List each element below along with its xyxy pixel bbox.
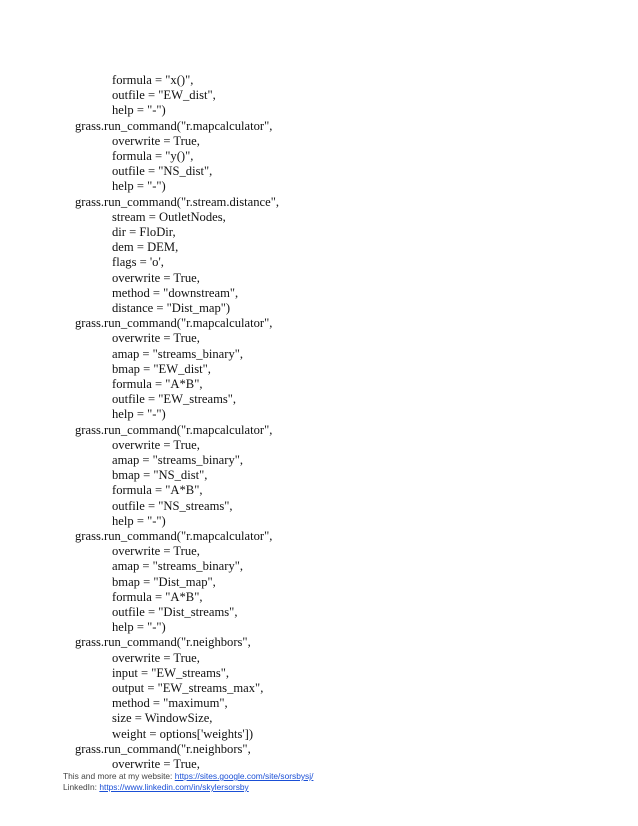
- code-line: formula = "x()",: [112, 73, 194, 87]
- code-line: grass.run_command("r.mapcalculator",: [75, 422, 273, 437]
- code-line: help = "-"): [112, 179, 166, 194]
- linkedin-prefix: LinkedIn:: [63, 782, 100, 792]
- code-line: help = "-"): [112, 407, 166, 422]
- code-line: flags = 'o',: [112, 255, 164, 270]
- linkedin-link[interactable]: https://www.linkedin.com/in/skylersorsby: [99, 782, 249, 792]
- code-line: overwrite = True,: [112, 133, 200, 148]
- code-line: size = WindowSize,: [112, 711, 213, 726]
- code-line: overwrite = True,: [112, 650, 200, 665]
- code-line: bmap = "Dist_map",: [112, 574, 216, 589]
- code-line: formula = "A*B",: [112, 377, 203, 391]
- website-line: [63, 771, 313, 782]
- code-line: overwrite = True,: [112, 331, 200, 346]
- code-line: overwrite = True,: [112, 544, 200, 559]
- code-line: grass.run_command("r.stream.distance",: [75, 194, 280, 209]
- code-line: outfile = "NS_dist",: [112, 164, 213, 179]
- code-line: overwrite = True,: [112, 270, 200, 285]
- code-line: help = "-"): [112, 620, 166, 635]
- code-line: stream = OutletNodes,: [112, 209, 226, 224]
- code-line: formula = "y()",: [112, 149, 194, 163]
- code-line: formula = "A*B",: [112, 589, 203, 604]
- code-line: outfile = "EW_dist",: [112, 88, 216, 103]
- code-line: weight = options['weights']): [112, 726, 254, 741]
- code-line: grass.run_command("r.mapcalculator",: [75, 529, 273, 543]
- code-line: method = "maximum",: [112, 696, 228, 711]
- code-line: method = "downstream",: [112, 285, 239, 300]
- page-footer: [63, 771, 313, 793]
- code-line: bmap = "NS_dist",: [112, 468, 208, 483]
- code-line: dem = DEM,: [112, 240, 179, 255]
- code-line: amap = "streams_binary",: [112, 453, 244, 467]
- code-line: output = "EW_streams_max",: [112, 681, 264, 695]
- code-line: grass.run_command("r.neighbors",: [75, 635, 251, 650]
- website-prefix: This and more at my website:: [63, 771, 175, 781]
- code-line: grass.run_command("r.mapcalculator",: [75, 316, 273, 331]
- code-line: input = "EW_streams",: [112, 665, 230, 680]
- code-line: distance = "Dist_map"): [112, 301, 231, 315]
- code-line: outfile = "Dist_streams",: [112, 605, 238, 619]
- code-line: outfile = "EW_streams",: [112, 392, 237, 407]
- code-line: overwrite = True,: [112, 757, 200, 771]
- code-line: amap = "streams_binary",: [112, 346, 244, 361]
- code-line: help = "-"): [112, 103, 166, 118]
- code-line: grass.run_command("r.neighbors",: [75, 741, 251, 756]
- website-link[interactable]: https://sites.google.com/site/sorsbysj/: [174, 771, 314, 781]
- code-line: formula = "A*B",: [112, 483, 203, 498]
- code-line: outfile = "NS_streams",: [112, 498, 233, 513]
- code-line: bmap = "EW_dist",: [112, 361, 211, 376]
- code-line: grass.run_command("r.mapcalculator",: [75, 118, 273, 133]
- code-line: help = "-"): [112, 513, 166, 528]
- code-line: dir = FloDir,: [112, 225, 176, 239]
- code-line: overwrite = True,: [112, 437, 200, 452]
- linkedin-line: [63, 782, 313, 793]
- code-line: amap = "streams_binary",: [112, 559, 244, 574]
